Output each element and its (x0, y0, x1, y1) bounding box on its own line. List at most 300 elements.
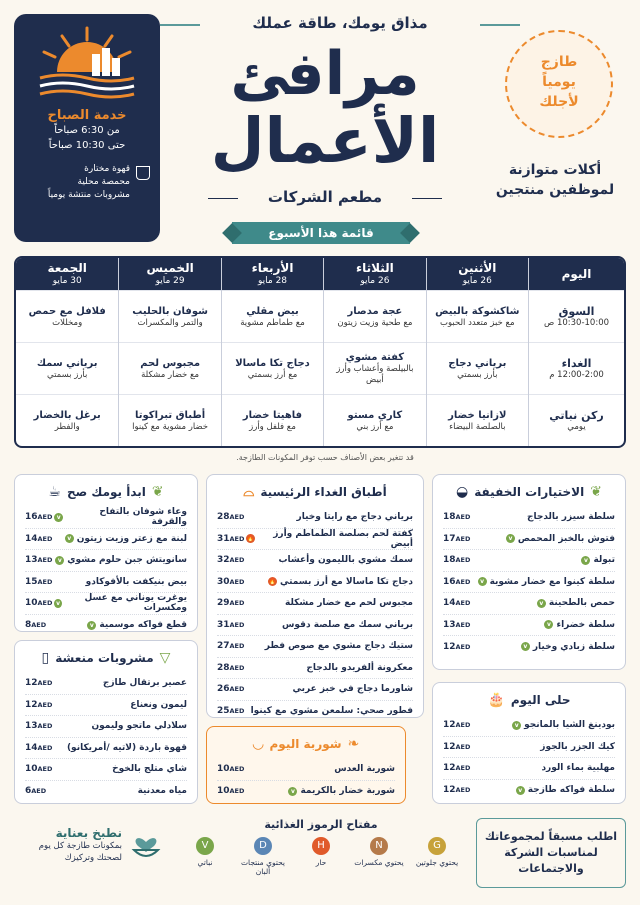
cta-line: لمناسبات الشركة (504, 846, 598, 859)
price-value: 14 (25, 533, 38, 544)
item-name-text: وعاء شوفان بالتفاح والقرفة (99, 507, 187, 528)
col-head (324, 258, 425, 290)
menu-item (443, 758, 615, 780)
col-date: 28 مايو (257, 276, 288, 286)
diet-key-item (180, 837, 230, 876)
menu-item (443, 572, 615, 594)
diet-badge-icon: v (54, 513, 63, 522)
care-line: لصحتك وتركيزك (64, 853, 122, 863)
item-name (521, 642, 615, 652)
cta-line: اطلب مسبقاً لمجموعاتك (484, 830, 618, 843)
item-price (443, 620, 472, 630)
item-name-text: كفتة لحم بصلصة الطماطم وأرز أبيض (273, 528, 413, 549)
item-name-text: لبنة مع زعتر وزيت زيتون (76, 533, 187, 544)
item-name (544, 620, 615, 630)
price-value: 12 (25, 699, 38, 710)
menu-item (443, 715, 615, 737)
item-price (217, 684, 246, 694)
item-name-text: عصير برتقال طازج (102, 678, 187, 689)
item-price (443, 577, 472, 587)
item-name (527, 512, 615, 522)
table-cell (222, 290, 323, 342)
price-value: 6 (25, 786, 32, 797)
diet-key-label: نباتي (197, 858, 213, 867)
item-name (112, 764, 187, 774)
col-date: 26 مايو (360, 276, 390, 286)
glass-icon: ▽ (159, 650, 171, 666)
cell-sub: مع خبز متعدد الحبوب (440, 317, 515, 328)
item-name-text: يوغرت يوناني مع عسل ومكسرات (84, 593, 187, 614)
currency: AED (37, 722, 53, 731)
price-value: 10 (25, 598, 38, 609)
item-name-text: سمك مشوي بالليمون وأعشاب (278, 555, 413, 566)
soup-box (206, 726, 406, 804)
table-cell (16, 394, 118, 446)
item-name (87, 620, 187, 630)
item-name (54, 507, 187, 527)
cell-sub: بالصلصة البيضاء (449, 421, 506, 432)
cell-sub: مع أرز بني (356, 421, 394, 432)
cell-name: أطباق تبراكوتا (135, 409, 206, 421)
item-name (581, 555, 615, 565)
table-cell (427, 342, 528, 394)
col-date: 26 مايو (462, 276, 492, 286)
item-name (537, 598, 615, 608)
cell-name: لازانيا خضار (448, 409, 507, 421)
currency: AED (37, 700, 53, 709)
table-cell (119, 394, 220, 446)
cta-line: والاجتماعات (518, 862, 584, 875)
currency: AED (229, 685, 245, 694)
table-cell (529, 290, 624, 342)
diet-badge-icon: v (537, 599, 546, 608)
diet-badge-icon: 🔥 (268, 578, 277, 586)
brand-card (14, 14, 160, 242)
item-name-text: شاي متلج بالخوخ (112, 764, 187, 775)
cloche-icon: ⌓ (243, 484, 255, 500)
menu-item (217, 679, 413, 701)
menu-item (443, 737, 615, 759)
price-value: 28 (217, 512, 230, 523)
item-price (443, 598, 472, 608)
box-header (217, 733, 395, 755)
price-value: 12 (443, 785, 456, 796)
desserts-box (432, 682, 626, 804)
preorder-cta (476, 818, 626, 888)
item-price (217, 620, 246, 630)
table-cell (529, 342, 624, 394)
item-price (25, 512, 54, 522)
col-head (529, 258, 624, 290)
item-name-text: مجبوس لحم مع خضار مشكلة (285, 598, 413, 609)
price-value: 15 (25, 576, 38, 587)
table-cell (119, 290, 220, 342)
item-price (217, 555, 246, 565)
currency: AED (31, 621, 47, 630)
col-head (427, 258, 528, 290)
menu-item (217, 658, 413, 680)
currency: AED (455, 786, 471, 795)
tagline (490, 160, 620, 200)
currency: AED (229, 599, 245, 608)
coffee-info (24, 163, 150, 202)
item-name (282, 620, 413, 630)
menu-item (217, 550, 413, 572)
diet-badge-icon: v (56, 599, 61, 607)
item-price (217, 512, 246, 522)
diet-symbol-icon: V (196, 837, 214, 855)
item-price (25, 598, 54, 608)
service-title: خدمة الصباح (47, 108, 127, 123)
coffee-cup-icon (136, 166, 150, 180)
cell-sub: مع فلفل وأرز (249, 421, 296, 432)
cell-name: فاهيتا خضار (242, 409, 303, 421)
cell-name: عجة مدصار (347, 305, 403, 317)
box-header (443, 481, 615, 503)
price-value: 18 (443, 512, 456, 523)
item-price (25, 786, 48, 796)
item-price (217, 764, 246, 774)
currency: AED (229, 534, 245, 543)
service-from: من 6:30 صباحاً (54, 125, 120, 136)
currency: AED (37, 534, 53, 543)
diet-key-item (296, 837, 346, 876)
item-name-text: حمص بالطحينة (548, 598, 615, 609)
item-price (217, 663, 246, 673)
table-cell (16, 290, 118, 342)
item-name (285, 598, 413, 608)
key-title: مفتاح الرموز الغذائية (264, 818, 378, 831)
diet-badge-icon: v (516, 786, 525, 795)
col-date: 29 مايو (155, 276, 185, 286)
diet-key-label: يحتوي مكسرات (354, 858, 404, 867)
currency: AED (229, 642, 245, 651)
diet-badge-icon: 🔥 (246, 535, 255, 543)
currency: AED (31, 787, 47, 796)
sunrise-city-icon (32, 24, 142, 104)
price-value: 30 (217, 576, 230, 587)
menu-item (443, 636, 615, 658)
diet-symbol-icon: G (428, 837, 446, 855)
currency: AED (229, 663, 245, 672)
fresh-stamp (505, 30, 613, 138)
item-price (217, 786, 246, 796)
item-price (25, 678, 54, 688)
item-name (65, 534, 187, 544)
box-title: ابدأ يومك صح (66, 485, 146, 499)
cell-name: ركن نباتي (549, 408, 604, 422)
col-head (16, 258, 118, 290)
currency: AED (455, 620, 471, 629)
col-day-1 (323, 258, 425, 446)
cell-sub: يومي (567, 421, 586, 432)
price-value: 12 (443, 763, 456, 774)
table-cell (324, 290, 425, 342)
item-name-text: ستيك دجاج مشوي مع صوص فطر (264, 641, 413, 652)
item-name (54, 593, 187, 613)
price-value: 16 (25, 512, 38, 523)
cell-name: شوفان بالحليب (132, 305, 208, 317)
soup-bowl-icon: ◡ (252, 736, 264, 752)
main-dishes-box (206, 474, 424, 718)
diet-badge-icon: v (87, 621, 96, 630)
light-options-box (432, 474, 626, 670)
item-price (443, 742, 472, 752)
box-title: أطباق الغداء الرئيسية (260, 485, 387, 499)
currency: AED (229, 787, 245, 796)
currency: AED (455, 721, 471, 730)
item-price (443, 720, 472, 730)
care-line: بمكونات طازجة كل يوم (38, 841, 122, 851)
menu-item (217, 701, 413, 723)
price-value: 13 (25, 555, 38, 566)
cell-sub: مع خضار مشكلة (141, 369, 200, 380)
currency: AED (37, 513, 53, 522)
item-price (443, 512, 472, 522)
col-day: الجمعة (47, 261, 87, 275)
item-price (25, 721, 54, 731)
item-name (506, 534, 615, 544)
item-name-text: سلطة فواكه طازجة (527, 785, 615, 796)
cell-name: كفتة مشوي (345, 352, 405, 363)
currency: AED (455, 599, 471, 608)
menu-item (25, 593, 187, 615)
item-name (55, 555, 187, 565)
item-name (293, 684, 413, 694)
price-value: 17 (443, 533, 456, 544)
col-day: الخميس (146, 261, 194, 275)
cell-sub: بأرز بسمتي (47, 369, 88, 380)
item-name (91, 721, 187, 731)
diet-badge-icon: v (55, 556, 64, 565)
price-value: 13 (25, 721, 38, 732)
item-name-text: معكرونة ألفريدو بالدجاج (306, 662, 413, 673)
item-name (512, 720, 615, 730)
currency: AED (455, 577, 471, 586)
item-price (25, 620, 48, 630)
cell-sub: بالبيلصة وأعشاب وأرز أبيض (336, 364, 414, 385)
cell-name: فلافل مع حمص (28, 305, 106, 317)
table-cell (529, 394, 624, 446)
diet-symbol-icon: H (312, 837, 330, 855)
item-name (288, 786, 395, 796)
leaf-icon: ❦ (151, 484, 164, 500)
cell-sub: خضار مشوية مع كينوا (132, 421, 209, 432)
cell-name: دجاج تكا ماسالا (235, 357, 310, 369)
diet-badge-icon: v (581, 556, 590, 565)
item-name-text: سلطة خضراء (556, 619, 615, 630)
diet-badge-icon: v (65, 534, 74, 543)
diet-badge-icon: v (512, 721, 521, 730)
item-name (297, 512, 413, 522)
price-value: 32 (217, 555, 230, 566)
menu-item (25, 781, 187, 803)
care-title: نطبخ بعناية (55, 826, 122, 840)
cell-name: برغل بالخضار (33, 409, 101, 421)
cell-sub: مع طحية وزيت زيتون (337, 317, 413, 328)
col-day-2 (221, 258, 323, 446)
price-value: 28 (217, 662, 230, 673)
col-day: الثلاثاء (356, 261, 394, 275)
cake-icon: 🎂 (487, 692, 505, 708)
diet-key-label: حار (315, 858, 327, 867)
item-name-text: تبولة (593, 555, 615, 566)
salad-bowl-icon: ◒ (456, 484, 469, 500)
price-value: 14 (25, 742, 38, 753)
item-name-text: برياني سمك مع صلصة دقوس (281, 619, 413, 630)
price-value: 18 (443, 555, 456, 566)
cell-name: السوق (558, 304, 595, 318)
coffee-line: قهوة مختارة (84, 164, 130, 174)
menu-item (443, 615, 615, 637)
cell-name: مجبوس لحم (140, 357, 201, 369)
table-cell (324, 342, 425, 394)
item-name-text: بودينغ الشيا بالمانجو (524, 720, 615, 731)
item-price (25, 700, 54, 710)
item-name-text: فتوش بالخبز المحمص (517, 533, 615, 544)
box-header (25, 481, 187, 503)
menu-item (217, 636, 413, 658)
price-value: 12 (443, 720, 456, 731)
item-price (443, 555, 472, 565)
item-name (265, 641, 413, 651)
item-name (246, 529, 413, 549)
menu-item (25, 716, 187, 738)
item-price (217, 598, 246, 608)
diet-key-item (412, 837, 462, 876)
box-header (217, 481, 413, 503)
tagline-line: أكلات متوازنة (508, 162, 602, 178)
currency: AED (229, 765, 245, 774)
currency: AED (455, 764, 471, 773)
price-value: 10 (217, 764, 230, 775)
col-day-0 (426, 258, 528, 446)
slogan: مذاق يومك، طاقة عملك (190, 14, 490, 32)
item-name-text: شوربة العدس (334, 764, 395, 775)
stamp-line: يومياً (542, 74, 576, 90)
item-name-text: مهلبية بماء الورد (541, 763, 615, 774)
item-name (278, 555, 413, 565)
item-name (306, 663, 413, 673)
menu-item (217, 529, 413, 551)
table-cell (427, 290, 528, 342)
item-name-text: كيك الجزر بالجوز (540, 741, 615, 752)
item-name-text: سلطة سيزر بالدجاج (526, 512, 615, 523)
col-date: 30 مايو (52, 276, 82, 286)
price-value: 14 (443, 598, 456, 609)
price-value: 10 (25, 764, 38, 775)
bottle-icon: ▯ (41, 650, 50, 666)
currency: AED (455, 556, 471, 565)
price-value: 31 (217, 619, 230, 630)
menu-item (217, 593, 413, 615)
price-value: 12 (25, 678, 38, 689)
currency: AED (229, 577, 245, 586)
currency: AED (455, 513, 471, 522)
diet-key-label: يحتوي جلوتين (415, 858, 459, 867)
item-price (443, 785, 472, 795)
col-day-3 (118, 258, 220, 446)
box-title: مشروبات منعشة (55, 651, 154, 665)
item-name-text: دجاج تكا ماسالا مع أرز بسمتي (279, 576, 413, 587)
menu-item (25, 529, 187, 551)
item-name-text: ليمون ونعناع (130, 699, 187, 710)
coffee-icon: ☕ (48, 484, 61, 500)
cell-name: شاكشوكة بالبيض (435, 305, 520, 317)
item-price (217, 534, 246, 544)
box-title: الاختيارات الخفيفة (474, 485, 585, 499)
table-cell (427, 394, 528, 446)
item-name (138, 786, 187, 796)
diet-badge-icon: v (521, 642, 530, 651)
currency: AED (37, 556, 53, 565)
footer (14, 818, 626, 894)
coffee-line: محمصة محلية (77, 177, 130, 187)
table-cell (119, 342, 220, 394)
item-price (25, 534, 54, 544)
cell-sub: مع أرز بسمتي (247, 369, 298, 380)
week-ribbon: قائمة هذا الأسبوع (232, 222, 410, 244)
cell-sub: والتمر والمكسرات (137, 317, 203, 328)
coffee-line: مشروبات منتشة يومياً (47, 190, 130, 200)
item-name-text: سلادلي ماتجو وليمون (91, 721, 187, 732)
item-name (268, 577, 413, 587)
item-name-text: فطور صحي: سلمعن مشوي مع كينوا (250, 706, 413, 717)
cell-name: الغداء (561, 356, 592, 370)
price-value: 29 (217, 598, 230, 609)
diet-badge-icon: v (506, 534, 515, 543)
item-name (541, 763, 615, 773)
price-value: 27 (217, 641, 230, 652)
menu-item (217, 781, 395, 803)
currency: AED (229, 707, 245, 716)
item-name-text: سلطة كينوا مع خضار مشوية (489, 576, 615, 587)
cell-sub: مع طماطم مشوية (240, 317, 305, 328)
item-name-text: شوربة خضار بالكريمة (300, 786, 395, 797)
care-note (14, 818, 164, 888)
breakfast-box (14, 474, 198, 632)
heart-bowl-icon (128, 826, 164, 862)
item-price (217, 641, 246, 651)
table-cell (222, 342, 323, 394)
item-price (25, 743, 54, 753)
item-price (25, 555, 54, 565)
price-value: 12 (443, 641, 456, 652)
price-value: 16 (443, 576, 456, 587)
currency: AED (229, 556, 245, 565)
price-value: 13 (443, 619, 456, 630)
currency: AED (37, 765, 53, 774)
cell-name: كاري مستو (347, 409, 403, 421)
price-value: 8 (25, 620, 32, 631)
item-name (516, 785, 615, 795)
stamp-line: لأجلك (539, 94, 579, 110)
drinks-box (14, 640, 198, 804)
menu-item (25, 572, 187, 594)
diet-badge-icon: v (478, 577, 487, 586)
item-name (130, 700, 187, 710)
cell-sub: 10:30-10:00 ص (543, 317, 610, 328)
menu-item (25, 738, 187, 760)
menu-item (25, 550, 187, 572)
col-day: الأربعاء (251, 261, 294, 275)
menu-item (25, 759, 187, 781)
diet-key-label: يحتوي منتجات ألبان (240, 858, 286, 876)
menu-item (443, 780, 615, 802)
item-price (25, 577, 54, 587)
title-line1: مرافئ (230, 39, 420, 109)
currency: AED (229, 620, 245, 629)
